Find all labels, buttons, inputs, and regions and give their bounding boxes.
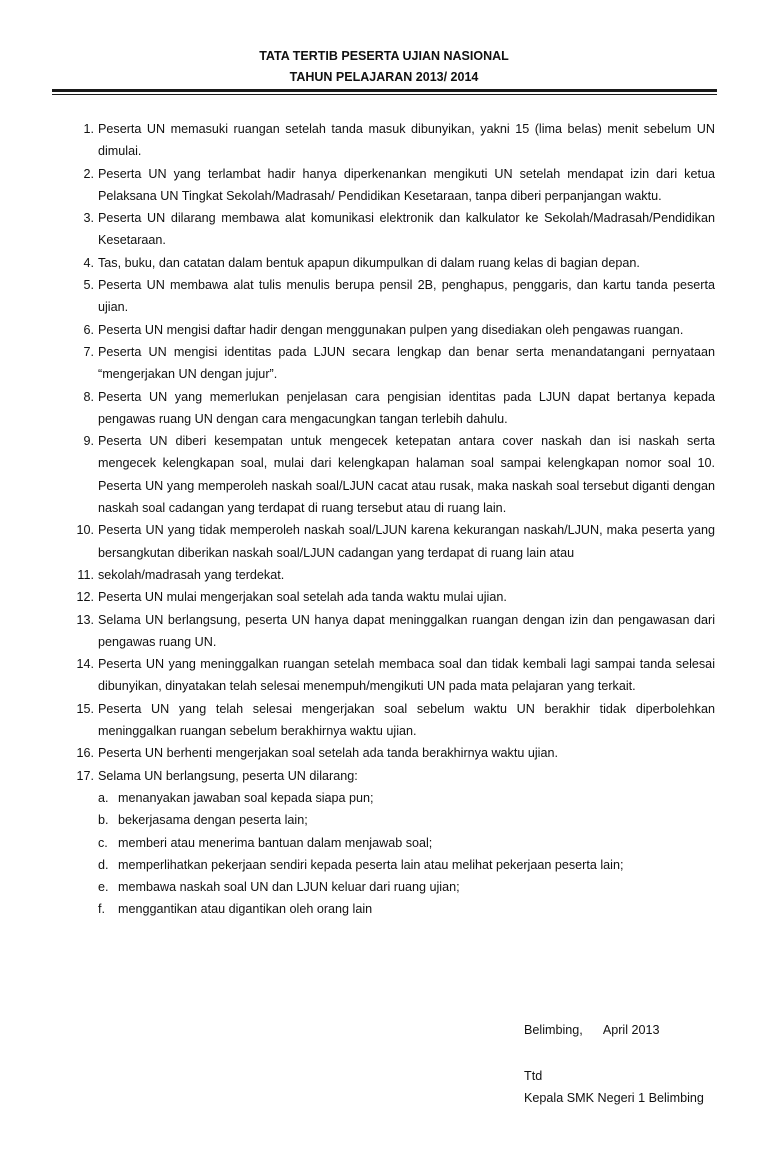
rule-item-7 — [60, 341, 715, 386]
prohibition-text: bekerjasama dengan peserta lain; — [118, 813, 308, 828]
rule-text: Peserta UN dilarang membawa alat komunikasi elektronik dan kalkulator ke Sekolah/Madrasah/Pendidikan Kesetaraan. — [98, 211, 715, 248]
rule-number: 4. — [83, 255, 94, 270]
signature-signer: Kepala SMK Negeri 1 Belimbing — [524, 1091, 704, 1105]
prohibition-item-a — [60, 787, 715, 809]
prohibition-text: menanyakan jawaban soal kepada siapa pun; — [118, 790, 374, 805]
prohibition-letter: e. — [98, 880, 109, 895]
rule-number: 7. — [83, 344, 94, 359]
rule-number: 10. — [76, 523, 94, 538]
header-rule-thin — [52, 94, 717, 95]
rule-text: Peserta UN yang telah selesai mengerjakan soal sebelum waktu UN berakhir tidak diperbolehkan meninggalkan ruangan sebelum berakhirnya waktu ujian. — [98, 701, 715, 739]
rule-text: Selama UN berlangsung, peserta UN dilarang: — [98, 768, 358, 783]
prohibition-item-c — [60, 832, 715, 854]
rule-number: 1. — [83, 122, 94, 136]
rule-item-6 — [60, 319, 715, 341]
prohibition-letter: b. — [98, 813, 109, 828]
rules-list — [60, 118, 715, 921]
rule-text: Peserta UN mengisi identitas pada LJUN secara lengkap dan benar serta menandatangani pernyataan “mengerjakan UN dengan jujur”. — [98, 344, 715, 382]
rule-text: sekolah/madrasah yang terdekat. — [98, 567, 285, 582]
rule-number: 14. — [76, 657, 94, 672]
rule-text: Peserta UN yang tidak memperoleh naskah soal/LJUN karena kekurangan naskah/LJUN, maka peserta yang bersangkutan diberikan naskah soal/LJUN cadangan yang terdapat di ruang lain atau — [98, 523, 715, 560]
rule-item-9 — [60, 430, 715, 519]
rule-number: 9. — [83, 434, 94, 449]
rule-text: Peserta UN mengisi daftar hadir dengan menggunakan pulpen yang disediakan oleh pengawas ruangan. — [98, 322, 684, 337]
rule-text: Peserta UN berhenti mengerjakan soal setelah ada tanda berakhirnya waktu ujian. — [98, 746, 558, 761]
prohibition-item-b — [60, 809, 715, 831]
signature-date: April 2013 — [602, 1023, 660, 1037]
rule-item-17 — [60, 765, 715, 787]
rule-number: 15. — [76, 701, 94, 716]
rule-item-13 — [60, 609, 715, 654]
rule-text: Peserta UN memasuki ruangan setelah tanda masuk dibunyikan, yakni 15 (lima belas) menit sebelum UN dimulai. — [98, 122, 715, 159]
rule-number: 16. — [76, 746, 94, 761]
rule-item-16 — [60, 742, 715, 764]
rule-item-3 — [60, 207, 715, 252]
rule-number: 2. — [83, 166, 94, 181]
prohibition-letter: d. — [98, 857, 109, 872]
prohibition-text: membawa naskah soal UN dan LJUN keluar dari ruang ujian; — [118, 880, 460, 895]
rule-number: 11. — [77, 567, 94, 582]
rule-item-5 — [60, 274, 715, 319]
rule-text: Peserta UN membawa alat tulis menulis berupa pensil 2B, penghapus, penggaris, dan kartu tanda peserta ujian. — [98, 278, 715, 315]
prohibition-item-f — [60, 898, 715, 920]
prohibition-letter: f. — [98, 902, 105, 917]
document-subtitle: TAHUN PELAJARAN 2013/ 2014 — [289, 70, 479, 84]
rule-text: Peserta UN yang terlambat hadir hanya diperkenankan mengikuti UN setelah mendapat izin dari ketua Pelaksana UN Tingkat Sekolah/Madrasah/ Pendidikan Kesetaraan, tanpa diberi perpanjangan waktu. — [98, 166, 715, 203]
rule-number: 17. — [76, 768, 94, 783]
signature-place: Belimbing, — [524, 1023, 583, 1037]
prohibition-item-d — [60, 854, 715, 876]
rule-number: 3. — [83, 211, 94, 226]
rule-text: Peserta UN diberi kesempatan untuk mengecek ketepatan antara cover naskah dan isi naskah serta mengecek kelengkapan soal, mulai dari kelengkapan halaman soal sampai kelengkapan nomor soal 10. Peserta UN yang memperoleh naskah soal/LJUN cacat atau rusak, maka naskah soal tersebut diganti dengan naskah soal cadangan yang terdapat di ruang tersebut atau di ruang lain. — [98, 434, 715, 516]
rule-item-1 — [60, 118, 715, 163]
rule-item-4 — [60, 252, 715, 274]
rule-item-10 — [60, 519, 715, 564]
rule-item-15 — [60, 698, 715, 743]
rule-number: 8. — [83, 389, 94, 404]
prohibition-text: menggantikan atau digantikan oleh orang lain — [118, 902, 373, 917]
rule-item-8 — [60, 386, 715, 431]
signature-date-line — [524, 1019, 660, 1041]
prohibition-letter: a. — [98, 790, 109, 805]
prohibition-item-e — [60, 876, 715, 898]
rule-text: Selama UN berlangsung, peserta UN hanya dapat meninggalkan ruangan dengan izin dan pengawasan dari pengawas ruang UN. — [98, 612, 715, 649]
signature-ttd: Ttd — [524, 1069, 543, 1083]
rule-item-14 — [60, 653, 715, 698]
rule-item-12 — [60, 586, 715, 608]
rule-item-2 — [60, 163, 715, 208]
rule-text: Peserta UN mulai mengerjakan soal setelah ada tanda waktu mulai ujian. — [98, 590, 507, 605]
rule-text: Peserta UN yang memerlukan penjelasan cara pengisian identitas pada LJUN dapat bertanya kepada pengawas ruang UN dengan cara mengacungkan tangan terlebih dahulu. — [98, 389, 715, 426]
prohibition-letter: c. — [98, 835, 108, 850]
document-title: TATA TERTIB PESERTA UJIAN NASIONAL — [259, 49, 509, 63]
prohibition-text: memberi atau menerima bantuan dalam menjawab soal; — [118, 835, 433, 850]
prohibition-text: memperlihatkan pekerjaan sendiri kepada peserta lain atau melihat pekerjaan peserta lain; — [118, 857, 624, 872]
rule-text: Peserta UN yang meninggalkan ruangan setelah membaca soal dan tidak kembali lagi sampai tanda selesai dibunyikan, dinyatakan telah selesai menempuh/mengikuti UN pada mata pelajaran yang terkait. — [98, 657, 715, 694]
rule-number: 6. — [83, 322, 94, 337]
rule-number: 5. — [83, 278, 94, 293]
rule-number: 12. — [76, 590, 94, 605]
header-rule-thick — [52, 89, 717, 92]
rule-item-11 — [60, 564, 715, 586]
rule-number: 13. — [76, 612, 94, 627]
rule-text: Tas, buku, dan catatan dalam bentuk apapun dikumpulkan di dalam ruang kelas di bagian depan. — [98, 255, 640, 270]
